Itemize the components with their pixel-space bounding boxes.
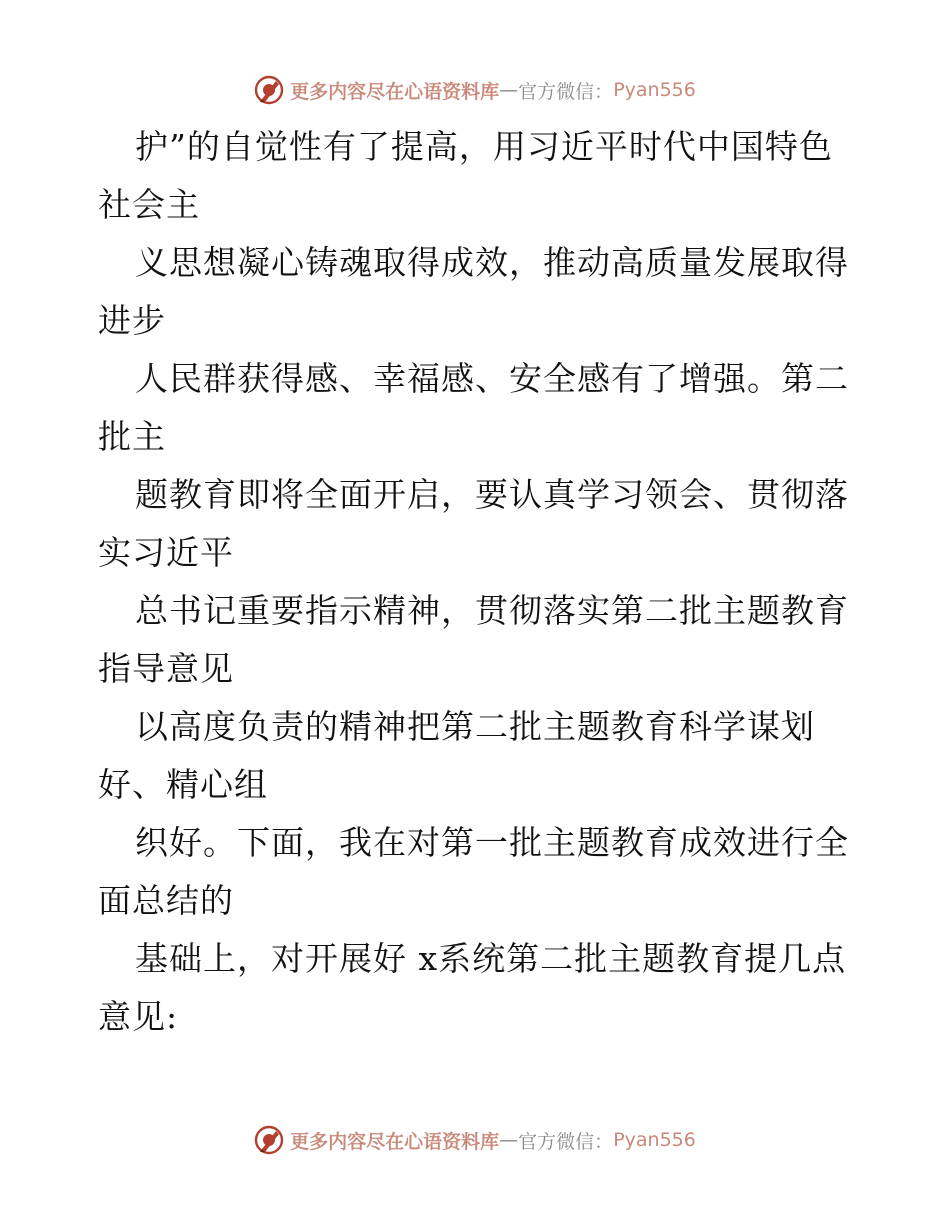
paragraph: 以高度负责的精神把第二批主题教育科学谋划好、精心组 xyxy=(98,707,815,804)
pen-logo-icon xyxy=(254,75,284,105)
paragraph: 基础上，对开展好 x系统第二批主题教育提几点意见: xyxy=(98,939,847,1036)
watermark-brand: 更多内容尽在心语资料库 xyxy=(290,1130,500,1153)
watermark-id: Pyan556 xyxy=(613,79,696,101)
watermark-separator: — xyxy=(499,1129,519,1151)
watermark-label: 官方微信： xyxy=(518,80,614,103)
watermark-separator: — xyxy=(499,79,519,101)
document-body xyxy=(98,118,858,1046)
paragraph: 人民群获得感、幸福感、安全感有了增强。第二批主 xyxy=(98,359,849,456)
paragraph: 题教育即将全面开启，要认真学习领会、贯彻落实习近平 xyxy=(98,475,849,572)
paragraph: 护”的自觉性有了提高，用习近平时代中国特色社会主 xyxy=(98,127,833,224)
paragraph: 义思想凝心铸魂取得成效，推动高质量发展取得进步 xyxy=(98,243,849,340)
footer-watermark xyxy=(0,1120,950,1160)
header-watermark xyxy=(0,70,950,110)
watermark-label: 官方微信： xyxy=(518,1130,614,1153)
pen-logo-icon xyxy=(254,1125,284,1155)
paragraph: 总书记重要指示精神，贯彻落实第二批主题教育指导意见 xyxy=(98,591,849,688)
watermark-brand: 更多内容尽在心语资料库 xyxy=(290,80,500,103)
watermark-id: Pyan556 xyxy=(613,1129,696,1151)
paragraph: 织好。下面，我在对第一批主题教育成效进行全面总结的 xyxy=(98,823,849,920)
